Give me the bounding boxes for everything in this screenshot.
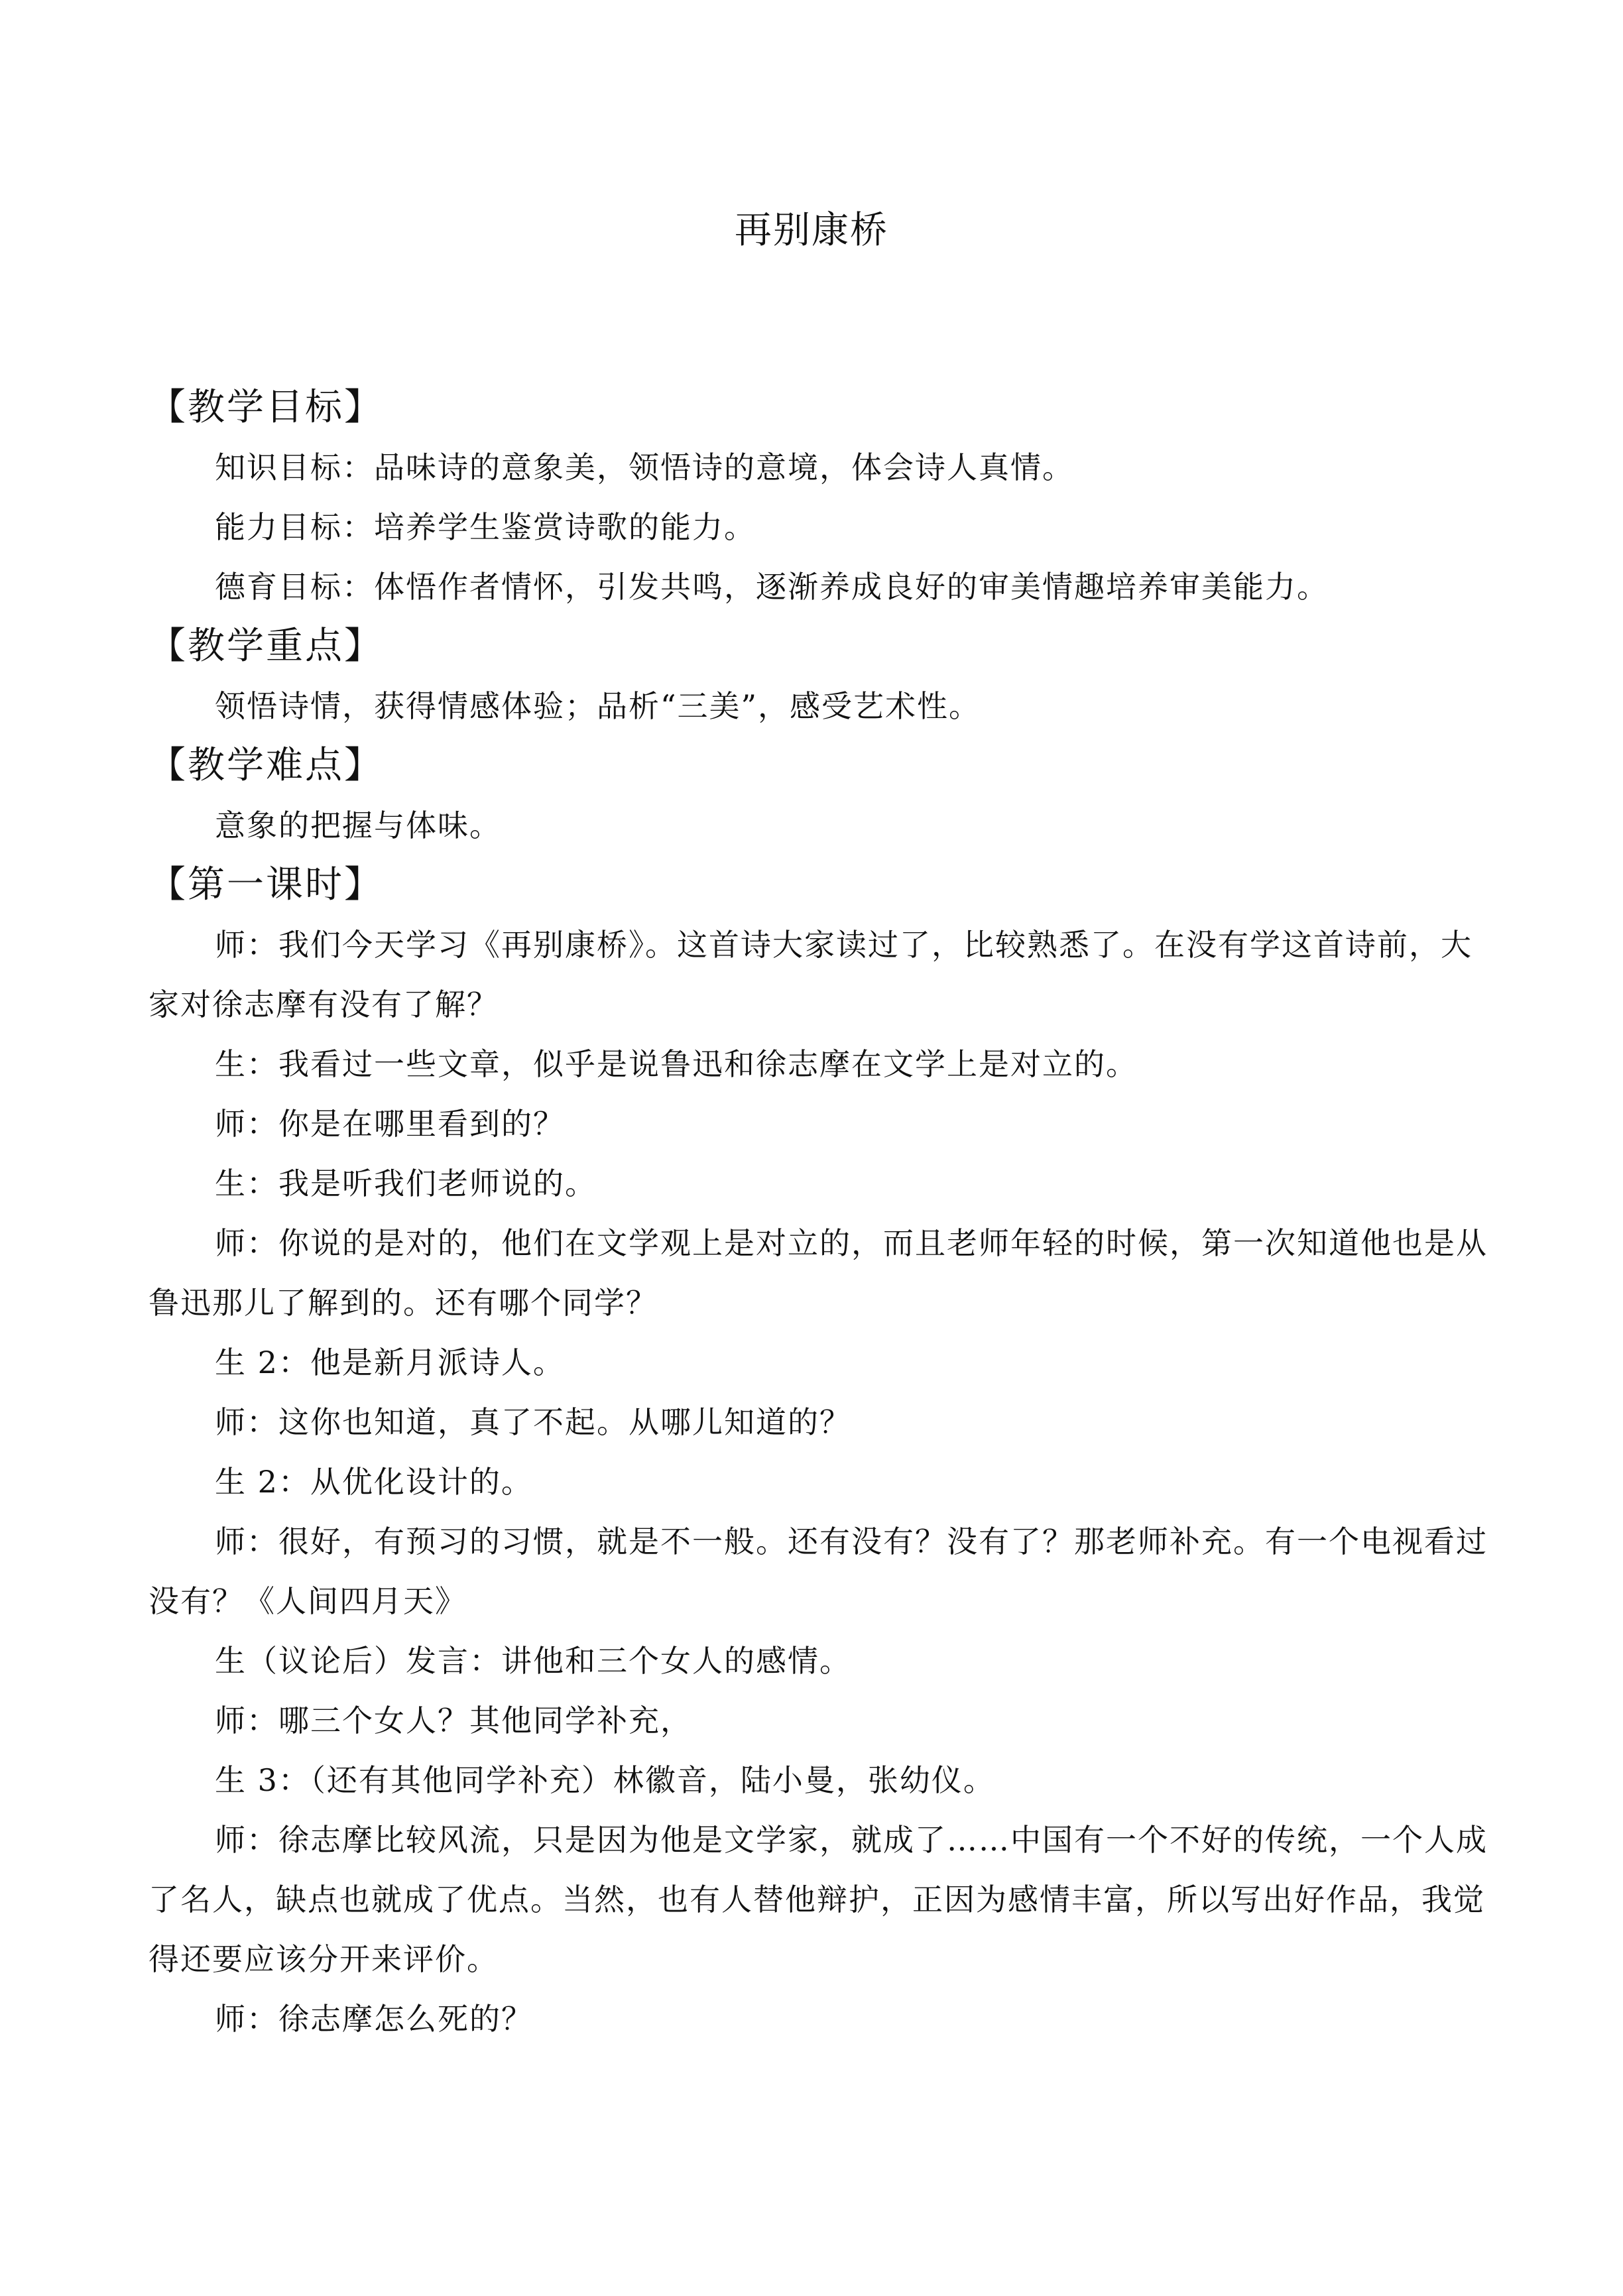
- paragraph: 领悟诗情，获得情感体验；品析“三美”，感受艺术性。: [215, 688, 981, 724]
- dialogue-paragraph: 师：你说的是对的，他们在文学观上是对立的，而且老师年轻的时候，第一次知道他也是从鲁迅那儿了解到的。还有哪个同学？: [149, 1225, 1488, 1321]
- section-heading: 【教学目标】: [149, 386, 383, 429]
- document-title: 再别康桥: [735, 209, 888, 252]
- section-teaching-focus: [149, 617, 1488, 736]
- dialogue-paragraph: 生（议论后）发言：讲他和三个女人的感情。: [215, 1643, 851, 1679]
- dialogue-paragraph: 师：你是在哪里看到的？: [215, 1106, 565, 1142]
- document-body: [149, 378, 1488, 2049]
- section-heading: 【教学难点】: [149, 744, 383, 787]
- paragraph: 意象的把握与体味。: [215, 808, 501, 843]
- dialogue-paragraph: 师：徐志摩怎么死的？: [215, 2001, 533, 2037]
- section-teaching-objectives: [149, 378, 1488, 617]
- dialogue-paragraph: 师：徐志摩比较风流，只是因为他是文学家，就成了……中国有一个不好的传统，一个人成了名人，缺点也就成了优点。当然，也有人替他辩护，正因为感情丰富，所以写出好作品，我觉得还要应该分开来评价。: [149, 1822, 1488, 1977]
- dialogue-paragraph: 师：哪三个女人？其他同学补充，: [215, 1703, 692, 1738]
- dialogue-paragraph: 生 2：从优化设计的。: [215, 1464, 533, 1500]
- section-heading: 【教学重点】: [149, 625, 383, 668]
- dialogue-paragraph: 师：很好，有预习的习惯，就是不一般。还有没有？没有了？那老师补充。有一个电视看过没有？《人间四月天》: [149, 1524, 1488, 1619]
- dialogue-paragraph: 生 2：他是新月派诗人。: [215, 1345, 565, 1380]
- dialogue-paragraph: 师：这你也知道，真了不起。从哪儿知道的？: [215, 1404, 851, 1440]
- section-first-lesson: [149, 855, 1488, 2049]
- section-heading: 【第一课时】: [149, 863, 383, 906]
- paragraph: 德育目标：体悟作者情怀，引发共鸣，逐渐养成良好的审美情趣培养审美能力。: [215, 569, 1329, 605]
- section-teaching-difficulty: [149, 736, 1488, 855]
- dialogue-paragraph: 生 3：（还有其他同学补充）林徽音，陆小曼，张幼仪。: [215, 1762, 995, 1798]
- paragraph: 能力目标：培养学生鉴赏诗歌的能力。: [215, 509, 756, 545]
- dialogue-paragraph: 生：我看过一些文章，似乎是说鲁迅和徐志摩在文学上是对立的。: [215, 1046, 1138, 1082]
- paragraph: 知识目标：品味诗的意象美，领悟诗的意境，体会诗人真情。: [215, 450, 1074, 485]
- dialogue-paragraph: 生：我是听我们老师说的。: [215, 1166, 597, 1201]
- dialogue-paragraph: 师：我们今天学习《再别康桥》。这首诗大家读过了，比较熟悉了。在没有学这首诗前，大家对徐志摩有没有了解？: [149, 927, 1473, 1022]
